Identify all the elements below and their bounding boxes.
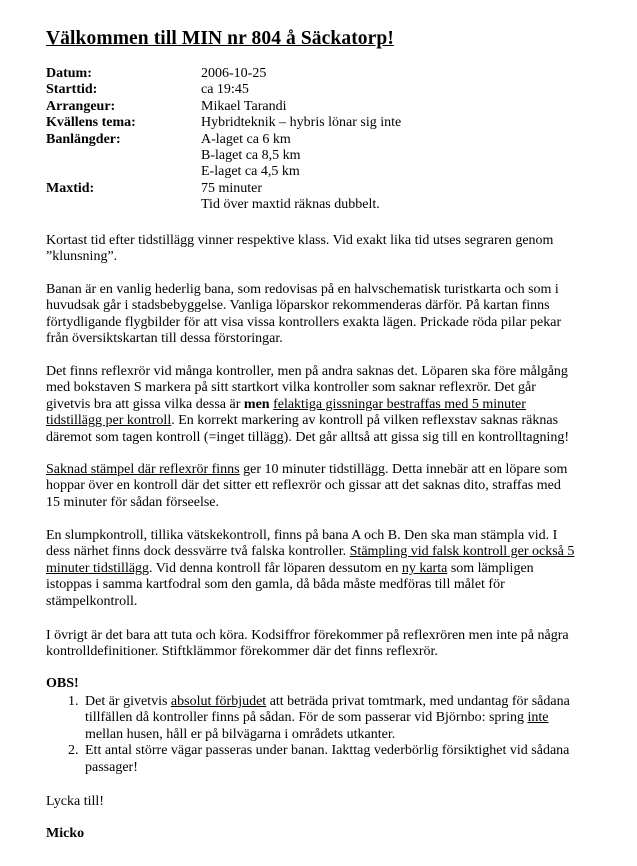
- obs-list: [46, 694, 606, 776]
- banlangder-value-a: A-laget ca 6 km: [201, 131, 291, 147]
- tema-value: Hybridteknik – hybris lönar sig inte: [201, 115, 402, 131]
- tema-label: Kvällens tema:: [46, 115, 136, 131]
- paragraph-other: I övrigt är det bara att tuta och köra. Kodsiffror förekommer på reflexrören men inte på några kontrolldefinitioner. Stiftklämmor förekommer där det finns reflexrör.: [46, 628, 569, 660]
- banlangder-label: Banlängder:: [46, 131, 121, 147]
- list-item: 1. Det är givetvis absolut förbjudet att beträda privat tomtmark, med undantag för sådana tillfällen då kontroller finns på sådan. För de som passerar vid Björnbo: spring inte mellan husen, håll er på bilvägarna i områdets utkanter.: [68, 694, 570, 742]
- maxtid-note: Tid över maxtid räknas dubbelt.: [201, 197, 380, 213]
- datum-label: Datum:: [46, 66, 92, 81]
- paragraph-random-control: En slumpkontroll, tillika vätskekontroll, finns på bana A och B. Den ska man stämpla vid. I dess närhet finns dock dessvärre två falska kontroller. Stämpling vid falsk kontroll ger också 5 minuter tidstillägg. Vid denna kontroll får löparen dessutom en ny karta som lämpligen istoppas i samma kartfodral som den gamla, då båda måste medföras till målet för stämpelkontroll.: [46, 528, 575, 609]
- info-row-tema: [46, 115, 606, 131]
- list-item-number: 1.: [68, 694, 79, 709]
- info-row-banlangder: [46, 132, 606, 148]
- obs-heading: OBS!: [46, 676, 79, 691]
- info-row-starttid: [46, 82, 606, 98]
- starttid-value: ca 19:45: [201, 82, 249, 98]
- list-item: 2. Ett antal större vägar passeras under banan. Iakttag vederbörlig försiktighet vid sådana passager!: [68, 743, 570, 775]
- maxtid-value: 75 minuter: [201, 180, 263, 196]
- paragraph-reflectors: Det finns reflexrör vid många kontroller, men på andra saknas det. Löparen ska före målgång med bokstaven S markera på sitt startkort vilka kontroller som saknar reflexrör. Det går givetvis bra att gissa vilka dessa är men felaktiga gissningar bestraffas med 5 minuter tidstillägg per kontroll. En korrekt markering av kontroll på vilken reflexstav saknas räknas däremot som tagen kontroll (=inget tillägg). Det går alltså att gissa sig till en kontrolltagning!: [46, 364, 570, 445]
- info-row-datum: [46, 66, 606, 82]
- banlangder-value-e: E-laget ca 4,5 km: [201, 164, 300, 180]
- maxtid-label: Maxtid:: [46, 180, 95, 196]
- arrangeur-label: Arrangeur:: [46, 98, 116, 114]
- info-row-arrangeur: [46, 99, 606, 115]
- page-title: Välkommen till MIN nr 804 å Säckatorp!: [46, 28, 394, 49]
- datum-value: 2006-10-25: [201, 66, 267, 81]
- closing-text: Lycka till!: [46, 794, 104, 809]
- banlangder-value-b: B-laget ca 8,5 km: [201, 148, 301, 164]
- paragraph-scoring: Kortast tid efter tidstillägg vinner respektive klass. Vid exakt lika tid utses segraren genom ”klunsning”.: [46, 233, 554, 265]
- list-item-number: 2.: [68, 743, 79, 759]
- paragraph-missing-punch: Saknad stämpel där reflexrör finns ger 10 minuter tidstillägg. Detta innebär att en löpare som hoppar över en kontroll där det sitter ett reflexrör och gissar att det saknas dito, straffas med 15 minuter för sådan förseelse.: [46, 462, 568, 510]
- paragraph-course: Banan är en vanlig hederlig bana, som redovisas på en halvschematisk turistkarta och som i huvudsak går i stadsbebyggelse. Vanliga löparskor rekommenderas därför. På kartan finns förtydligande flygbilder för att visa vissa kontrollers exakta lägen. Prickade röda pilar pekar från översiktskartan till dessa förstoringar.: [46, 282, 562, 347]
- signature: Micko: [46, 826, 85, 841]
- starttid-label: Starttid:: [46, 82, 98, 98]
- event-info-table: [46, 66, 606, 214]
- arrangeur-value: Mikael Tarandi: [201, 98, 287, 114]
- info-row-maxtid: [46, 181, 606, 197]
